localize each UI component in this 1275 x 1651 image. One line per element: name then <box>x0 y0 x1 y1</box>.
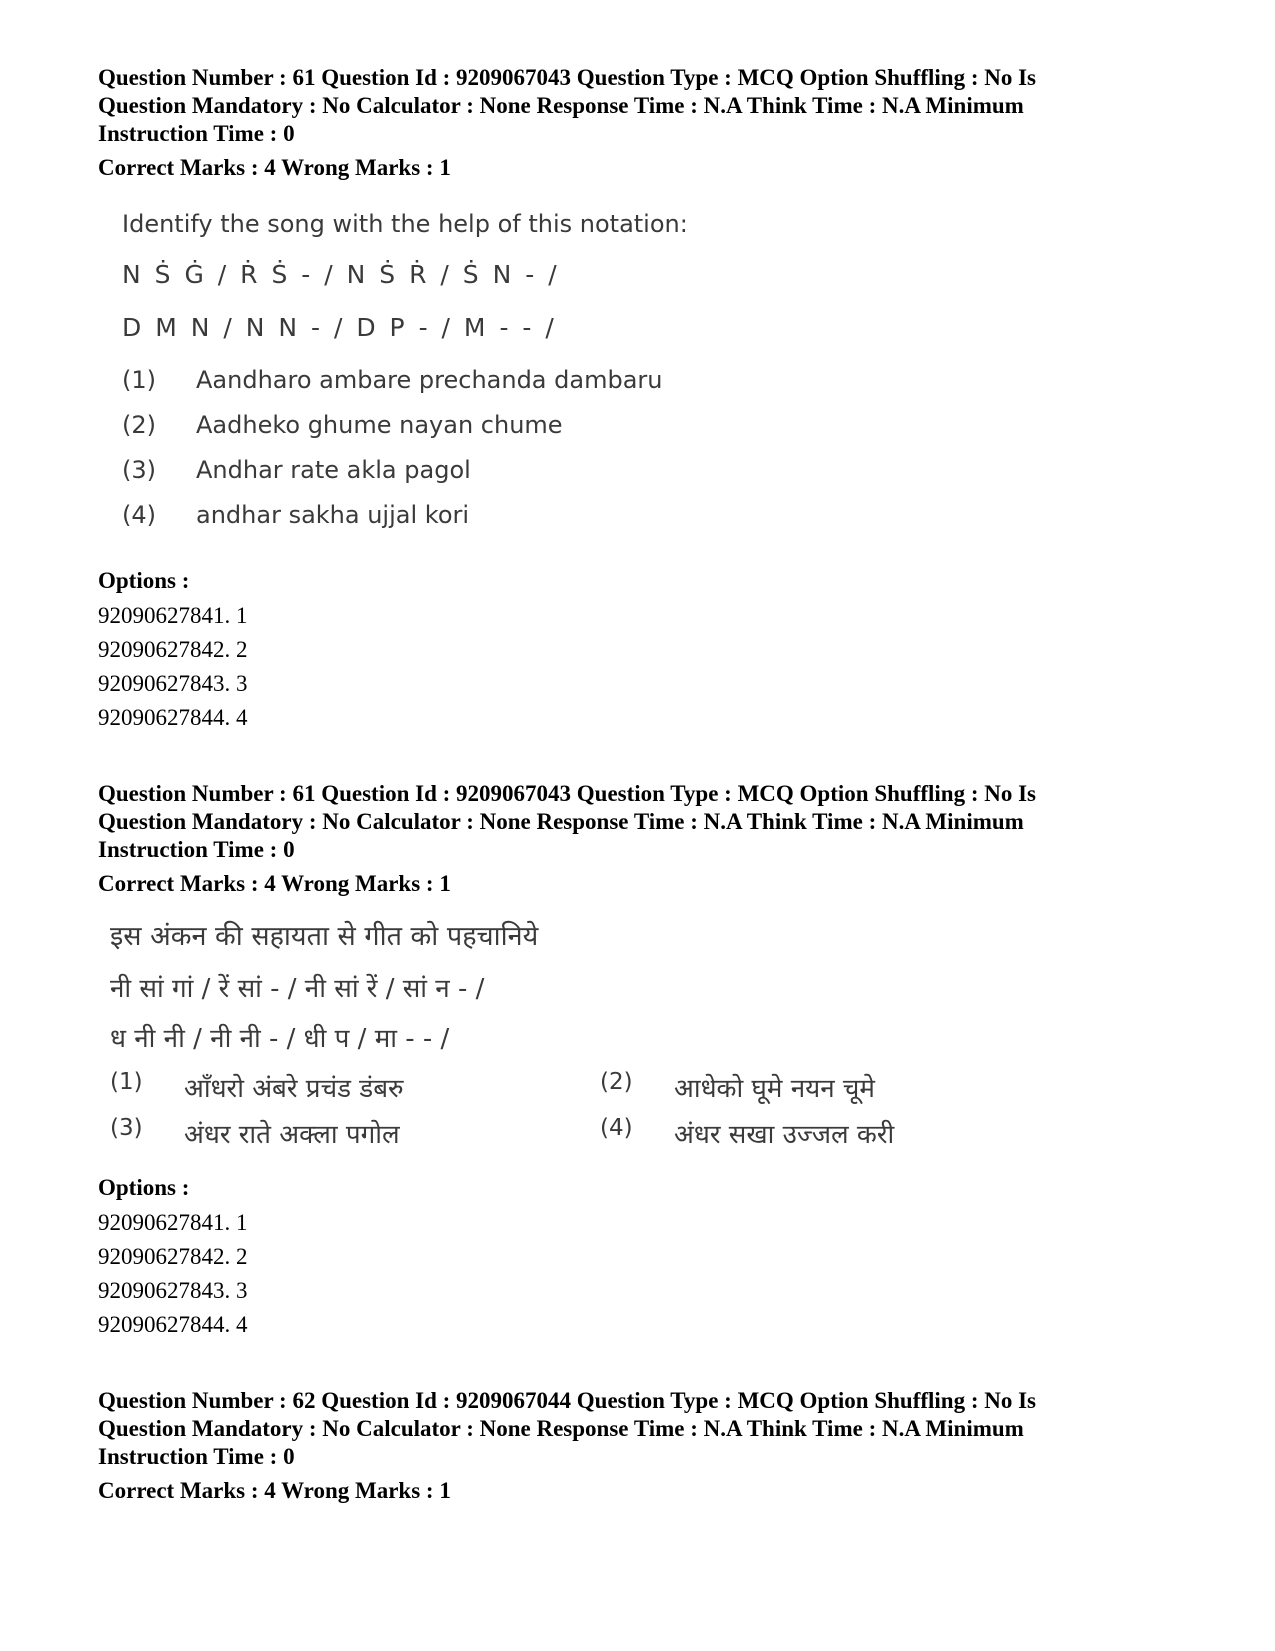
question-meta-line: Question Number : 62 Question Id : 9209067044 Question Type : MCQ Option Shuffling : No Is <box>98 1388 1037 1413</box>
choice-text: Andhar rate akla pagol <box>196 456 471 484</box>
answer-choice <box>122 501 688 529</box>
question-meta-line: Question Mandatory : No Calculator : None Response Time : N.A Think Time : N.A Minimum <box>98 93 1024 118</box>
choice-number: (1) <box>110 1069 143 1095</box>
option-item: 92090627842. 2 <box>98 1244 248 1269</box>
question-image <box>122 210 688 546</box>
answer-choice <box>122 411 688 439</box>
question-header <box>98 64 1188 182</box>
option-item: 92090627844. 4 <box>98 1312 248 1337</box>
choice-text: andhar sakha ujjal kori <box>196 501 470 529</box>
answer-choice <box>122 456 688 484</box>
answer-choice <box>600 1115 900 1151</box>
question-meta-line: Instruction Time : 0 <box>98 121 295 146</box>
question-meta-line: Question Mandatory : No Calculator : None Response Time : N.A Think Time : N.A Minimum <box>98 1416 1024 1441</box>
choice-number: (2) <box>122 411 156 439</box>
answer-choice <box>122 366 688 394</box>
choice-text: आधेको घूमे नयन चूमे <box>674 1074 875 1104</box>
question-image <box>110 916 900 1151</box>
notation-line: D M N / N N - / D P - / M - - / <box>122 313 557 342</box>
options-list <box>98 1174 1188 1342</box>
options-title: Options : <box>98 1175 190 1200</box>
choice-number: (3) <box>110 1115 143 1141</box>
choice-number: (4) <box>122 501 156 529</box>
choice-text: अंधर सखा उज्जल करी <box>674 1120 895 1150</box>
marks-line: Correct Marks : 4 Wrong Marks : 1 <box>98 871 451 896</box>
answer-choice <box>600 1069 900 1105</box>
option-item: 92090627843. 3 <box>98 1278 248 1303</box>
notation-line: नी सां गां / रें सां - / नी सां रें / सां न - / <box>110 974 485 1004</box>
question-header <box>98 1387 1188 1505</box>
notation-line: ध नी नी / नी नी - / धी प / मा - - / <box>110 1024 450 1054</box>
choice-text: Aadheko ghume nayan chume <box>196 411 563 439</box>
question-meta-line: Instruction Time : 0 <box>98 1444 295 1469</box>
options-list <box>98 567 1188 735</box>
question-meta-line: Instruction Time : 0 <box>98 837 295 862</box>
question-meta-line: Question Number : 61 Question Id : 9209067043 Question Type : MCQ Option Shuffling : No Is <box>98 781 1037 806</box>
option-item: 92090627842. 2 <box>98 637 248 662</box>
marks-line: Correct Marks : 4 Wrong Marks : 1 <box>98 155 451 180</box>
question-instruction: इस अंकन की सहायता से गीत को पहचानिये <box>110 921 539 952</box>
answer-choice <box>110 1069 600 1105</box>
marks-line: Correct Marks : 4 Wrong Marks : 1 <box>98 1478 451 1503</box>
option-item: 92090627843. 3 <box>98 671 248 696</box>
question-instruction: Identify the song with the help of this notation: <box>122 210 688 238</box>
answer-choice <box>110 1115 600 1151</box>
options-title: Options : <box>98 568 190 593</box>
notation-line: N Ṡ Ġ / Ṙ Ṡ - / N Ṡ Ṙ / Ṡ N - / <box>122 260 560 289</box>
choice-number: (3) <box>122 456 156 484</box>
option-item: 92090627841. 1 <box>98 1210 248 1235</box>
option-item: 92090627841. 1 <box>98 603 248 628</box>
choice-number: (4) <box>600 1115 633 1141</box>
option-item: 92090627844. 4 <box>98 705 248 730</box>
choice-text: आँधरो अंबरे प्रचंड डंबरु <box>184 1074 404 1104</box>
question-header <box>98 780 1188 898</box>
choice-text: Aandharo ambare prechanda dambaru <box>196 366 663 394</box>
choice-number: (1) <box>122 366 156 394</box>
question-meta-line: Question Mandatory : No Calculator : None Response Time : N.A Think Time : N.A Minimum <box>98 809 1024 834</box>
choice-number: (2) <box>600 1069 633 1095</box>
choice-text: अंधर राते अक्ला पगोल <box>184 1120 400 1150</box>
question-meta-line: Question Number : 61 Question Id : 9209067043 Question Type : MCQ Option Shuffling : No Is <box>98 65 1037 90</box>
